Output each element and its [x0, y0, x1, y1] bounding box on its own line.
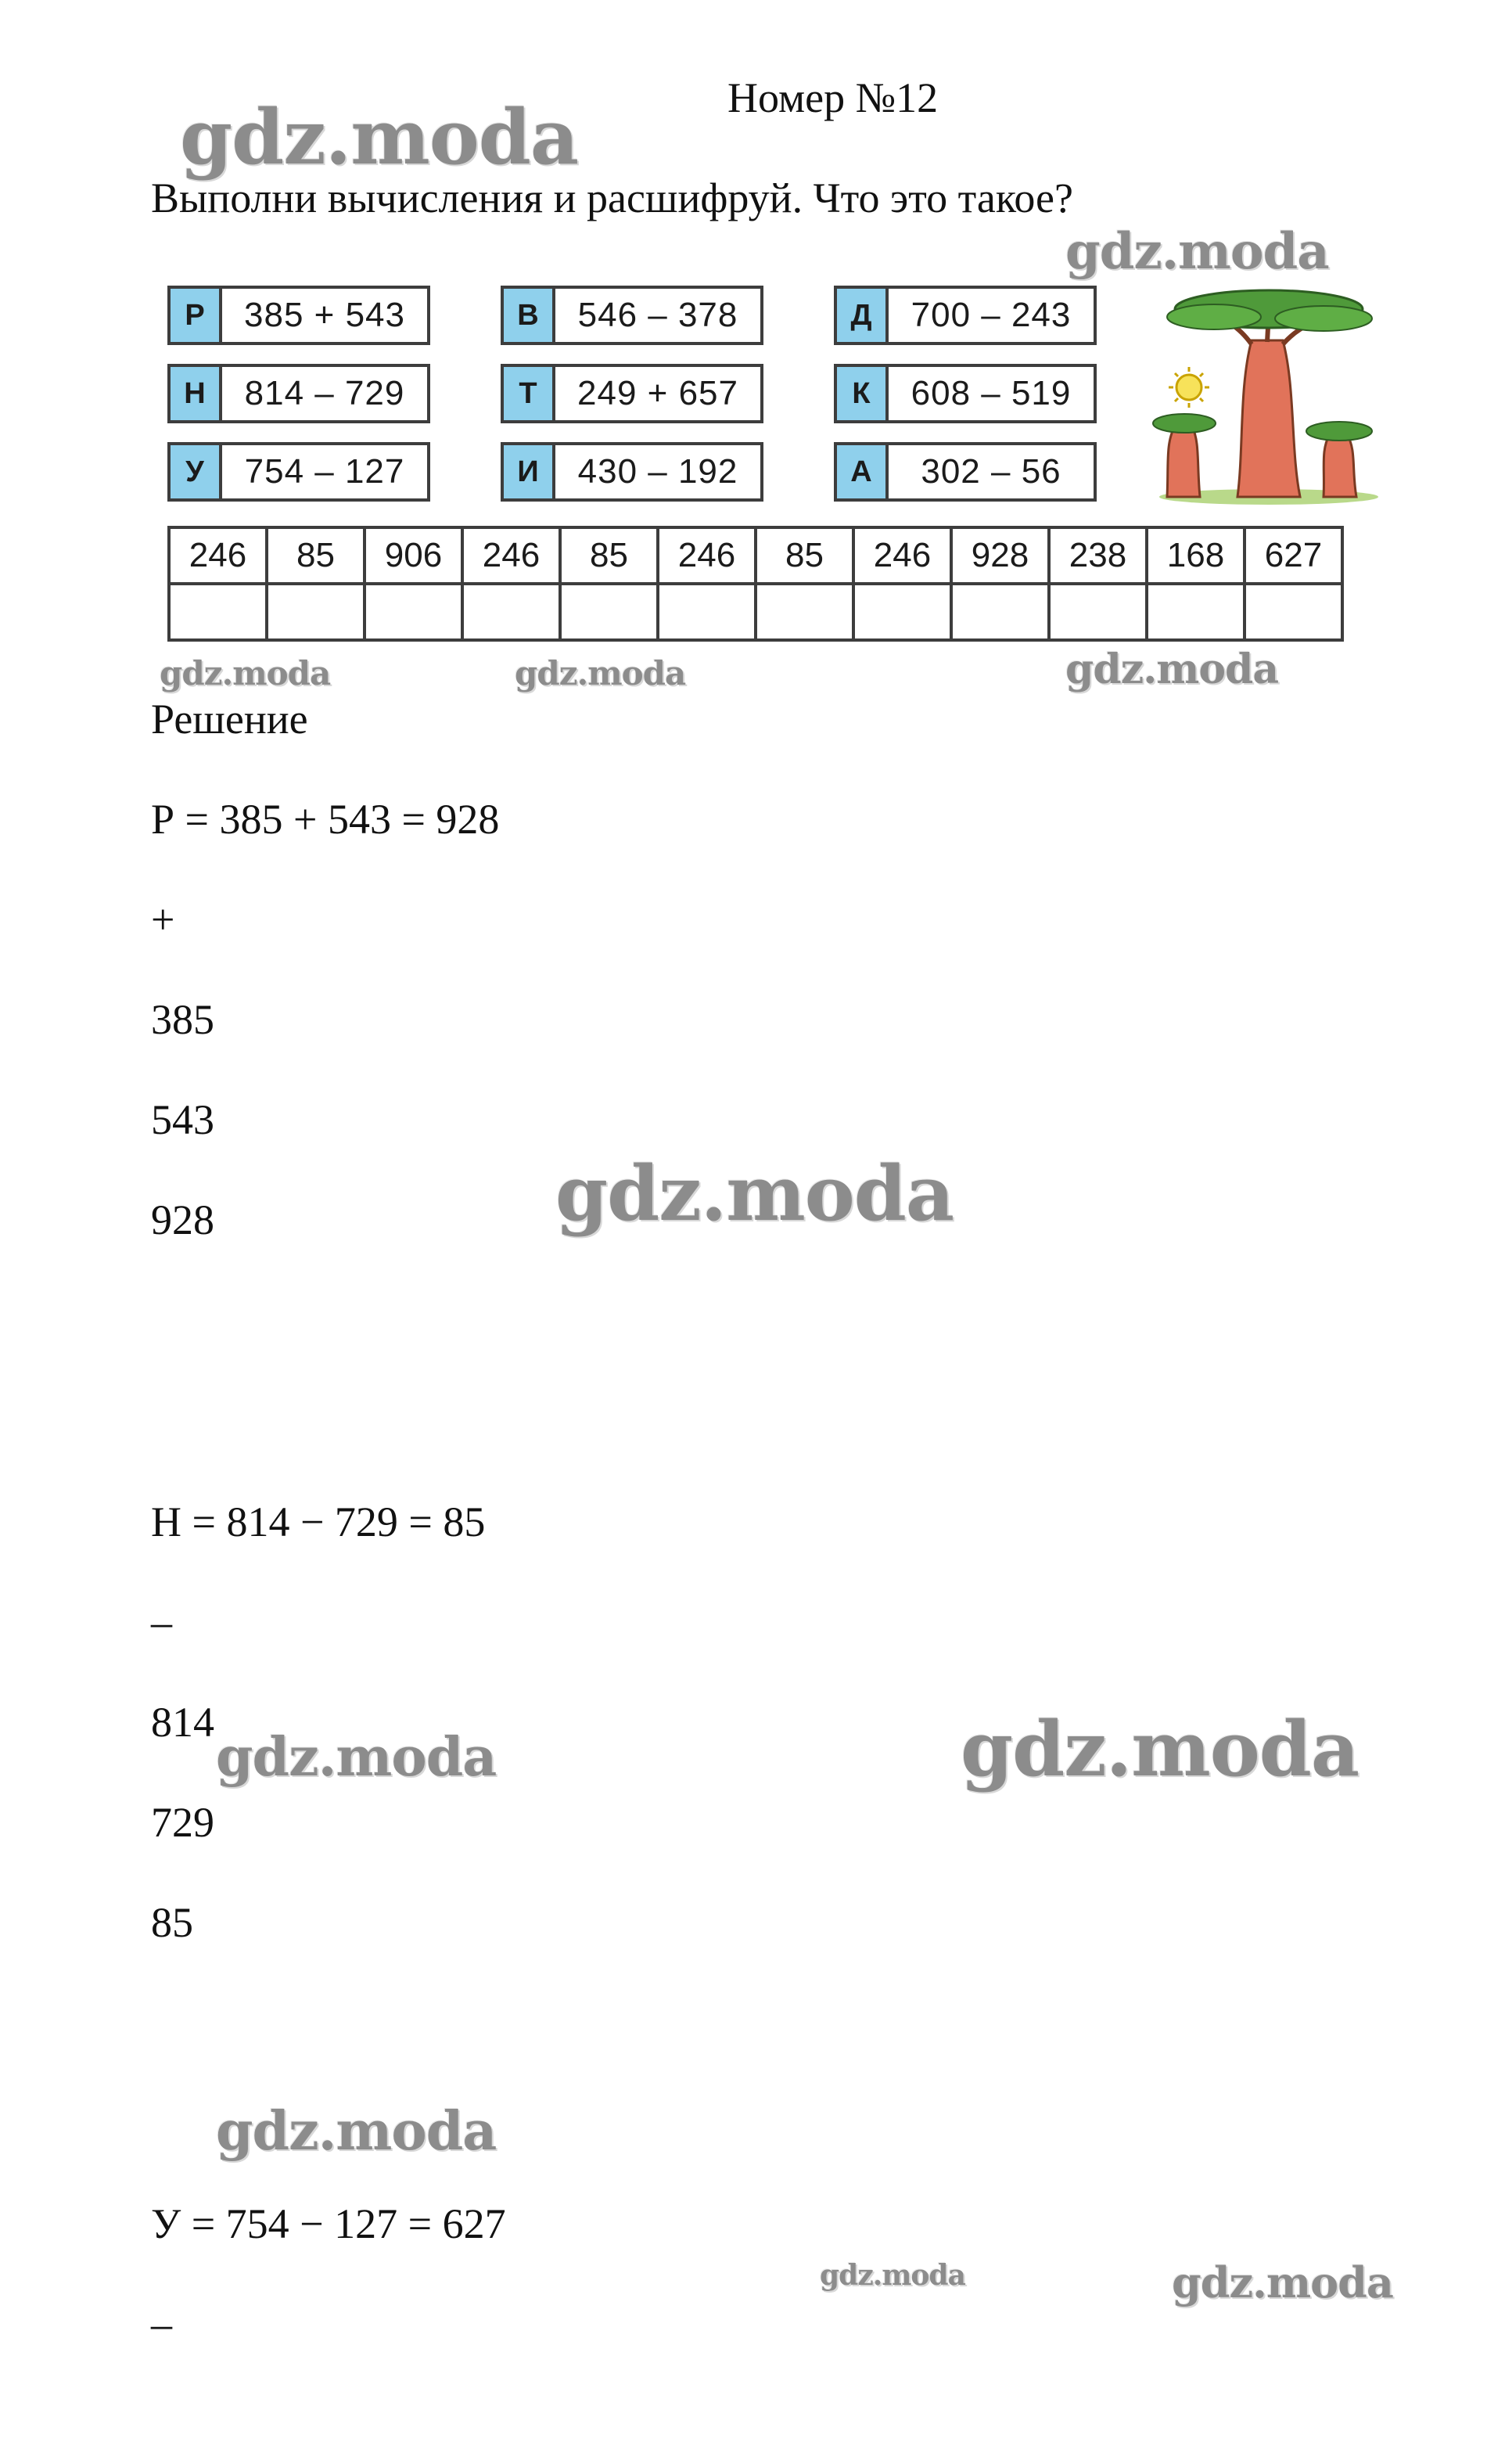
watermark: gdz.moda	[515, 654, 686, 692]
watermark: gdz.moda	[160, 654, 331, 692]
operation-sign: –	[151, 2300, 172, 2347]
solution-heading: Решение	[151, 696, 308, 743]
decode-letter-cell	[1147, 584, 1245, 640]
letter-cell: В	[504, 289, 555, 342]
decode-number-cell: 85	[560, 527, 658, 584]
letter-cell: К	[837, 367, 889, 420]
task-card	[166, 270, 1395, 641]
solution-equation: Р = 385 + 543 = 928	[151, 796, 500, 843]
operand-a: 814	[151, 1699, 214, 1746]
operand-a: 385	[151, 996, 214, 1043]
solution-equation: У = 754 − 127 = 627	[151, 2200, 506, 2247]
expression-box	[834, 364, 1097, 423]
decode-letter-cell	[853, 584, 951, 640]
decode-number-cell: 168	[1147, 527, 1245, 584]
decode-letter-cell	[169, 584, 267, 640]
decode-letter-cell	[560, 584, 658, 640]
decode-number-cell: 238	[1049, 527, 1147, 584]
expression-text: 302 – 56	[921, 452, 1061, 491]
letter-cell: Р	[171, 289, 222, 342]
decode-number-cell: 246	[169, 527, 267, 584]
expression-text: 814 – 729	[244, 374, 405, 412]
operand-b: 543	[151, 1096, 214, 1143]
watermark: gdz.moda	[216, 2100, 497, 2163]
decode-number-cell: 246	[658, 527, 756, 584]
watermark: gdz.moda	[555, 1149, 954, 1238]
decode-numbers-row	[169, 527, 1342, 584]
decode-number-cell: 85	[756, 527, 853, 584]
watermark: gdz.moda	[180, 93, 579, 182]
result: 85	[151, 1899, 193, 1946]
letter-cell: У	[171, 445, 222, 498]
expression-box	[834, 286, 1097, 345]
letter-cell: Н	[171, 367, 222, 420]
decode-number-cell: 246	[853, 527, 951, 584]
expression-box	[167, 364, 430, 423]
decode-number-cell: 627	[1245, 527, 1342, 584]
watermark: gdz.moda	[1065, 646, 1279, 693]
baobab-tree-illustration	[1151, 270, 1386, 505]
decode-number-cell: 246	[462, 527, 560, 584]
expression-text: 546 – 378	[577, 296, 738, 334]
task-instruction: Выполни вычисления и расшифруй. Что это такое?	[151, 174, 1073, 221]
decode-letter-cell	[462, 584, 560, 640]
operation-sign: +	[151, 896, 175, 943]
decode-table	[167, 526, 1344, 642]
page-number-title: Номер №12	[727, 74, 939, 121]
expression-box	[167, 286, 430, 345]
decode-letter-cell	[951, 584, 1049, 640]
expression-box	[501, 442, 763, 502]
decode-number-cell: 85	[267, 527, 365, 584]
watermark: gdz.moda	[820, 2259, 965, 2292]
watermark: gdz.moda	[216, 1726, 497, 1789]
expression-text: 700 – 243	[911, 296, 1072, 334]
decode-letter-cell	[756, 584, 853, 640]
expression-text: 608 – 519	[911, 374, 1072, 412]
letter-cell: А	[837, 445, 889, 498]
watermark: gdz.moda	[961, 1705, 1360, 1793]
decode-number-cell: 906	[365, 527, 462, 584]
expression-box	[501, 364, 763, 423]
expression-text: 754 – 127	[244, 452, 405, 491]
decode-letter-cell	[658, 584, 756, 640]
decode-letter-cell	[1245, 584, 1342, 640]
letter-cell: Т	[504, 367, 555, 420]
result: 928	[151, 1196, 214, 1243]
watermark: gdz.moda	[1172, 2257, 1393, 2308]
expression-text: 430 – 192	[577, 452, 738, 491]
expression-box	[501, 286, 763, 345]
decode-letters-row	[169, 584, 1342, 640]
operation-sign: –	[151, 1599, 172, 1646]
decode-number-cell: 928	[951, 527, 1049, 584]
letter-cell: И	[504, 445, 555, 498]
letter-cell: Д	[837, 289, 889, 342]
expression-box	[167, 442, 430, 502]
operand-b: 729	[151, 1799, 214, 1846]
watermark: gdz.moda	[1065, 222, 1329, 281]
expression-text: 249 + 657	[577, 374, 738, 412]
solution-equation: Н = 814 − 729 = 85	[151, 1498, 486, 1545]
decode-letter-cell	[1049, 584, 1147, 640]
expression-text: 385 + 543	[244, 296, 405, 334]
decode-letter-cell	[365, 584, 462, 640]
expression-box	[834, 442, 1097, 502]
decode-letter-cell	[267, 584, 365, 640]
